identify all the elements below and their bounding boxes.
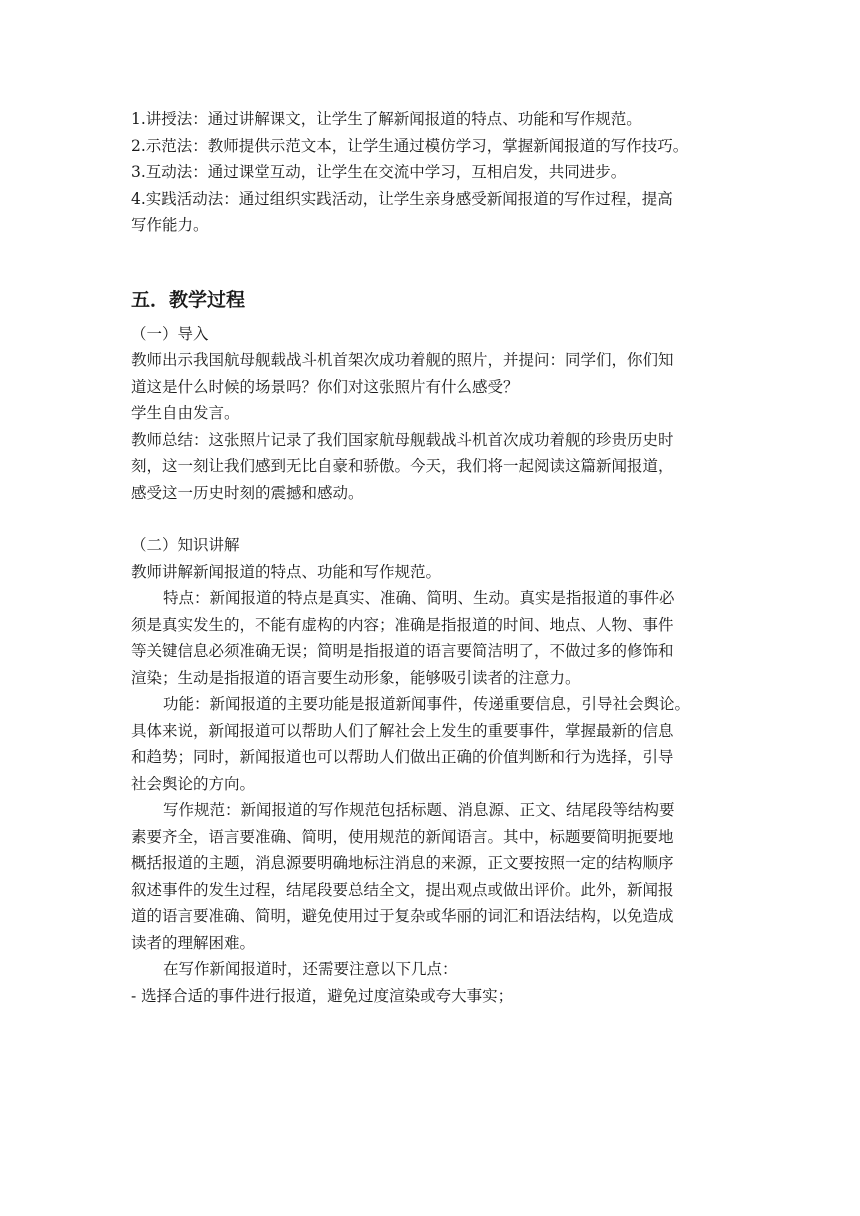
body-line: 叙述事件的发生过程，结尾段要总结全文，提出观点或做出评价。此外，新闻报	[131, 880, 674, 899]
method-item: 1.讲授法：通过讲解课文，让学生了解新闻报道的特点、功能和写作规范。	[131, 110, 642, 128]
notes-intro: 在写作新闻报道时，还需要注意以下几点：	[163, 960, 458, 978]
body-line: 素要齐全，语言要准确、简明，使用规范的新闻语言。其中，标题要简明扼要地	[131, 827, 674, 846]
functions-paragraph	[131, 691, 731, 797]
subsection-label: （一）导入	[131, 324, 209, 343]
body-line: 和趋势；同时，新闻报道也可以帮助人们做出正确的价值判断和行为选择，引导	[131, 748, 674, 766]
body-line: 教师总结：这张照片记录了我们国家航母舰载战斗机首次成功着舰的珍贵历史时	[131, 430, 674, 449]
body-line: 感受这一历史时刻的震撼和感动。	[131, 483, 364, 502]
body-line: 社会舆论的方向。	[131, 774, 256, 793]
section-heading: 五．教学过程	[131, 288, 246, 311]
body-line: 功能：新闻报道的主要功能是报道新闻事件，传递重要信息，引导社会舆论。	[163, 695, 691, 713]
method-item: 4.实践活动法：通过组织实践活动，让学生亲身感受新闻报道的写作过程，提高	[131, 189, 673, 208]
body-line: 刻，这一刻让我们感到无比自豪和骄傲。今天，我们将一起阅读这篇新闻报道，	[131, 457, 674, 475]
norms-paragraph	[131, 797, 731, 956]
body-line: 渲染；生动是指报道的语言要生动形象，能够吸引读者的注意力。	[131, 668, 581, 687]
body-line: 道的语言要准确、简明，避免使用过于复杂或华丽的词汇和语法结构，以免造成	[131, 907, 674, 925]
body-line: 学生自由发言。	[131, 404, 240, 422]
body-line: 教师出示我国航母舰载战斗机首架次成功着舰的照片，并提问：同学们，你们知	[131, 351, 674, 369]
method-item-continuation: 写作能力。	[131, 216, 209, 234]
body-line: 须是真实发生的，不能有虚构的内容；准确是指报道的时间、地点、人物、事件	[131, 615, 674, 634]
body-line: 等关键信息必须准确无误；简明是指报道的语言要简洁明了，不做过多的修饰和	[131, 642, 674, 660]
body-line: 教师讲解新闻报道的特点、功能和写作规范。	[131, 562, 442, 581]
body-line: 道这是什么时候的场景吗？你们对这张照片有什么感受？	[131, 377, 519, 396]
subsection-label: （二）知识讲解	[131, 536, 240, 554]
document-page	[131, 106, 731, 1009]
features-paragraph	[131, 585, 731, 691]
method-item: 2.示范法：教师提供示范文本，让学生通过模仿学习，掌握新闻报道的写作技巧。	[131, 136, 689, 155]
body-line: 写作规范：新闻报道的写作规范包括标题、消息源、正文、结尾段等结构要	[163, 801, 675, 819]
method-item: 3.互动法：通过课堂互动，让学生在交流中学习，互相启发，共同进步。	[131, 163, 627, 181]
body-line: 具体来说，新闻报道可以帮助人们了解社会上发生的重要事件，掌握最新的信息	[131, 721, 674, 740]
knowledge-section	[131, 532, 731, 1009]
body-line: 特点：新闻报道的特点是真实、准确、简明、生动。真实是指报道的事件必	[163, 589, 675, 607]
intro-section	[131, 321, 731, 507]
body-line: 读者的理解困难。	[131, 933, 256, 952]
body-line: 概括报道的主题，消息源要明确地标注消息的来源，正文要按照一定的结构顺序	[131, 854, 674, 872]
note-item: - 选择合适的事件进行报道，避免过度渲染或夸大事实；	[131, 986, 514, 1005]
teaching-methods-list	[131, 106, 731, 239]
